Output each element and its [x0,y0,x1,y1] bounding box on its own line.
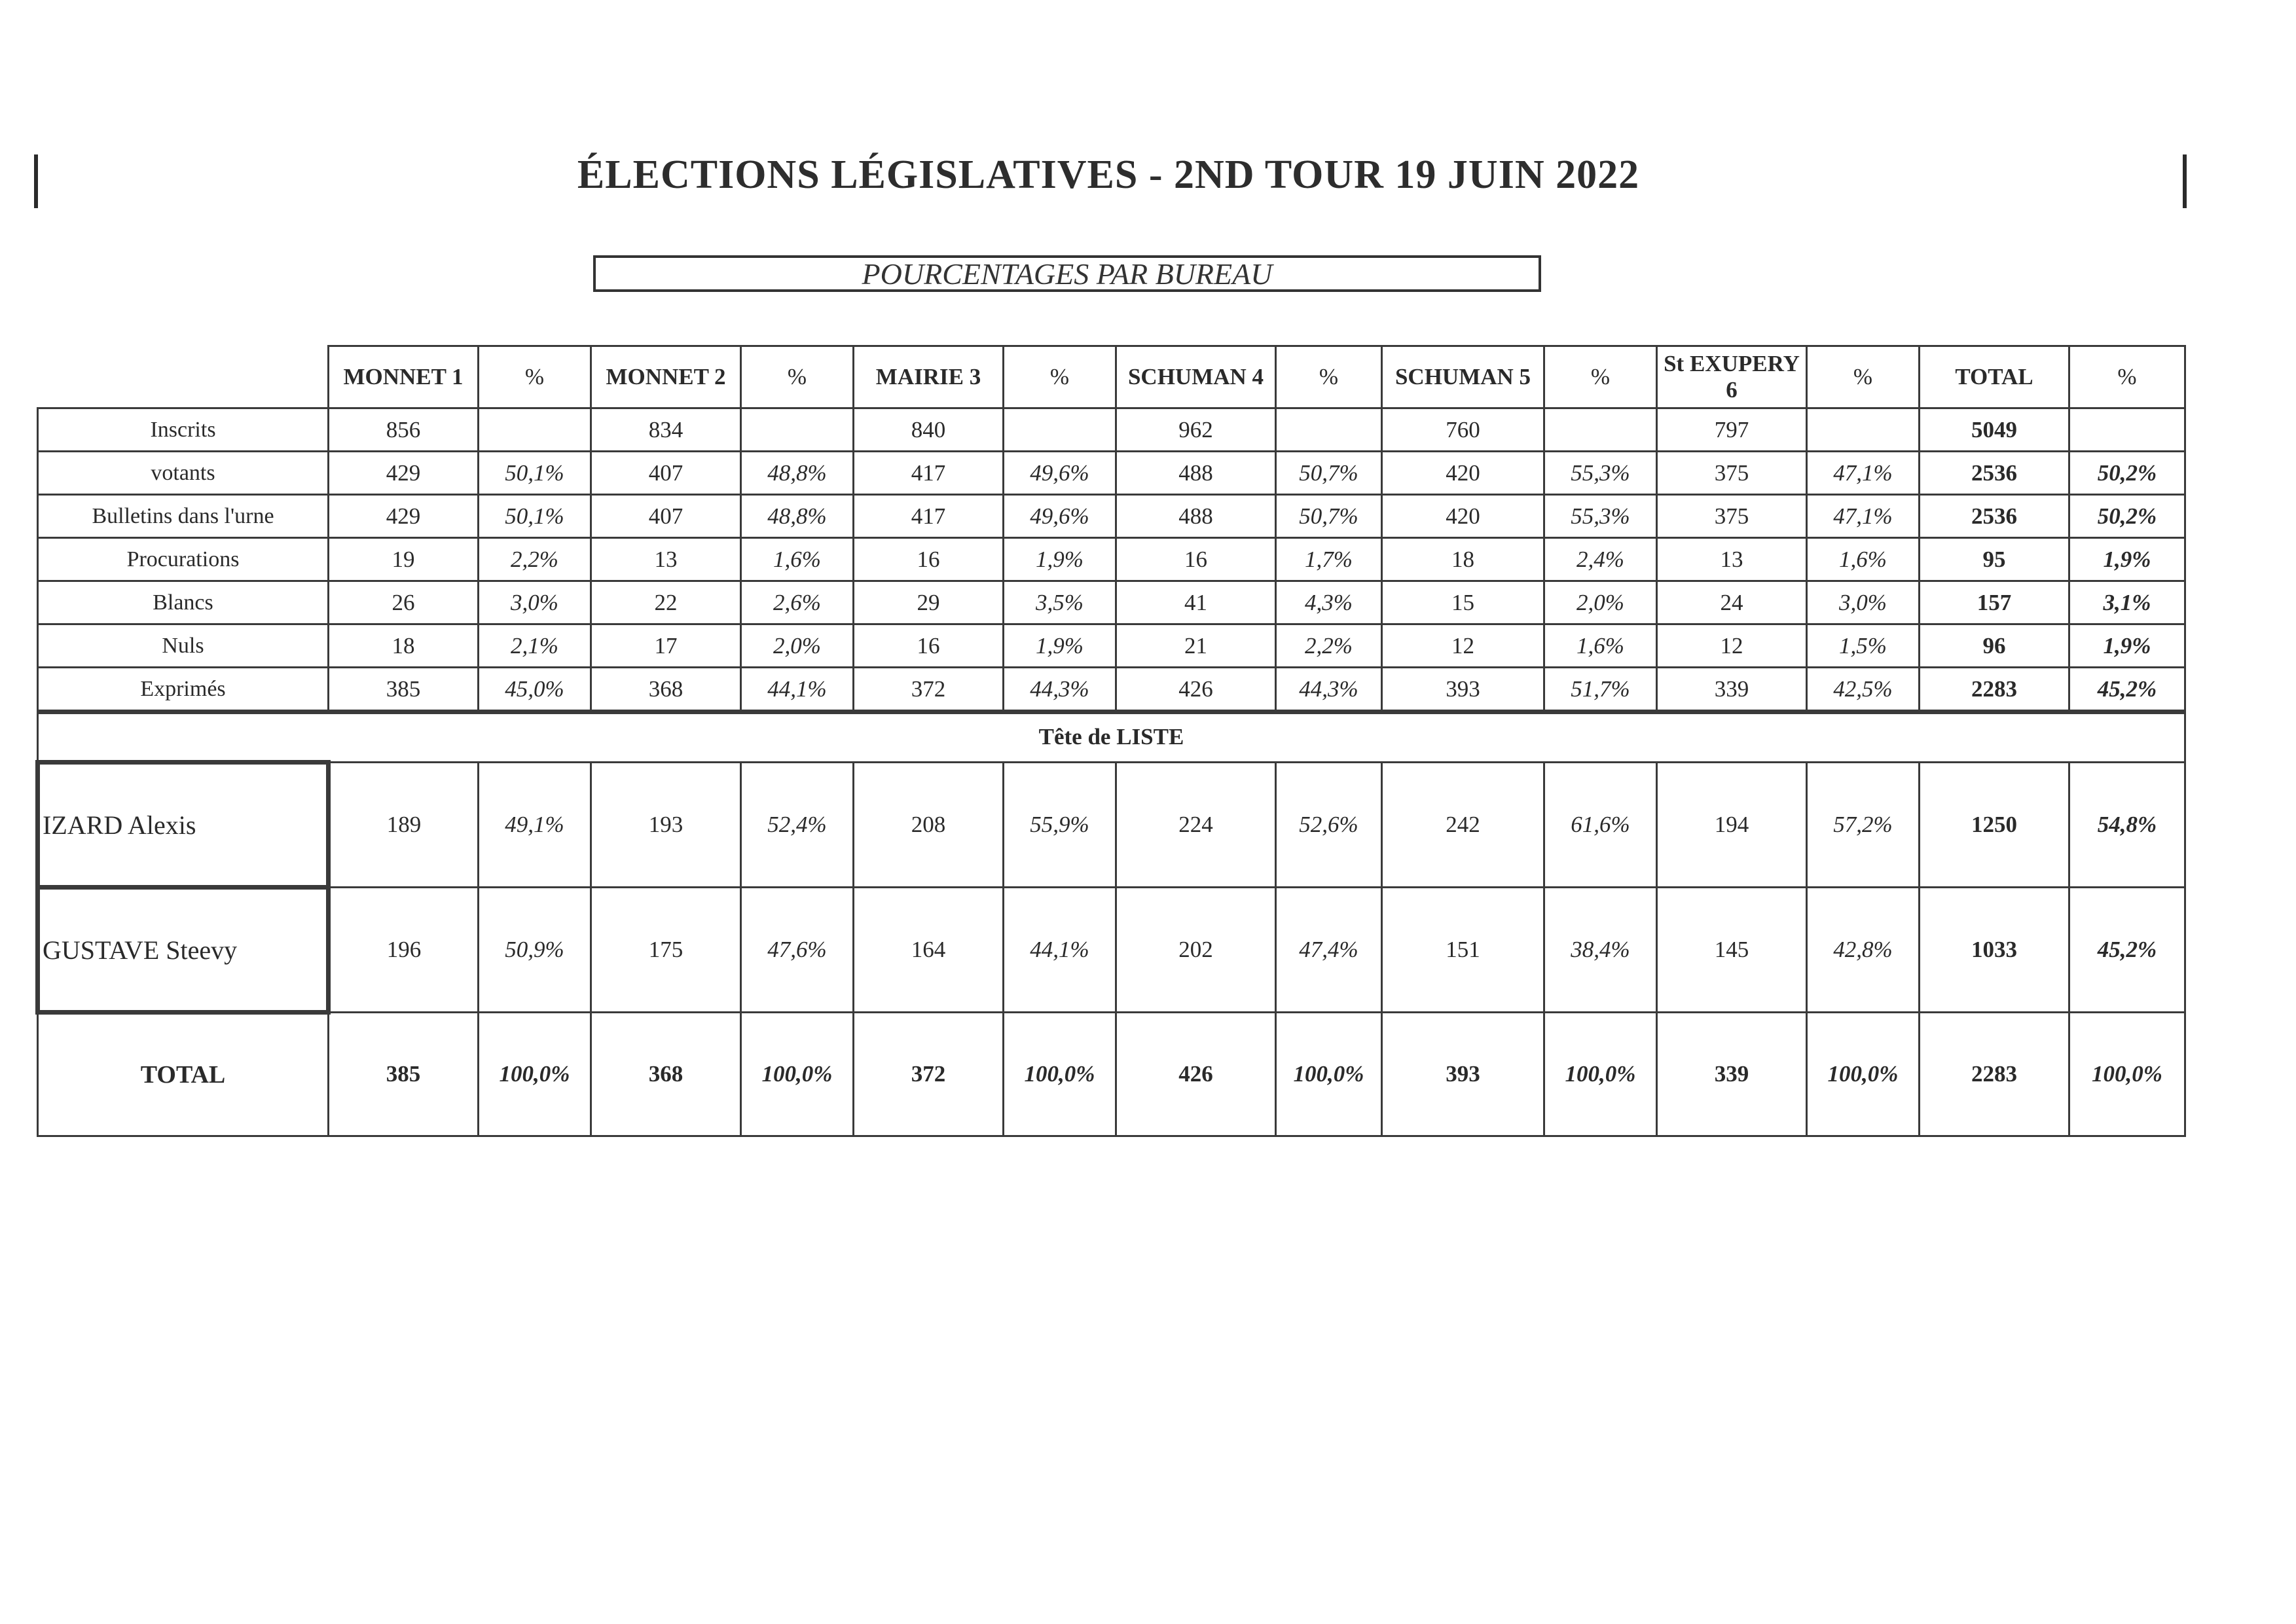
percent-cell: 3,5% [1004,581,1116,624]
value-cell: 145 [1657,888,1807,1013]
value-cell: 5049 [1920,408,2069,452]
value-cell: 429 [329,452,479,495]
value-cell: 242 [1382,763,1544,888]
percent-cell: 61,6% [1544,763,1657,888]
percent-cell: 52,6% [1276,763,1382,888]
percent-cell: 38,4% [1544,888,1657,1013]
value-cell: 2283 [1920,668,2069,712]
col-header-monnet-1: MONNET 1 [329,346,479,408]
percent-cell: 50,2% [2069,495,2185,538]
value-cell: 15 [1382,581,1544,624]
value-cell: 164 [854,888,1004,1013]
percent-cell: 100,0% [2069,1013,2185,1136]
percent-cell: 42,8% [1807,888,1920,1013]
value-cell: 2536 [1920,495,2069,538]
candidate-name: GUSTAVE Steevy [38,888,329,1013]
percent-cell: 100,0% [1276,1013,1382,1136]
value-cell: 429 [329,495,479,538]
value-cell: 96 [1920,624,2069,668]
percent-cell [479,408,591,452]
value-cell: 488 [1116,452,1276,495]
row-nuls [38,624,2185,668]
percent-cell: 45,0% [479,668,591,712]
col-header-schuman-4: SCHUMAN 4 [1116,346,1276,408]
percent-cell: 45,2% [2069,668,2185,712]
row-votants [38,452,2185,495]
value-cell: 962 [1116,408,1276,452]
value-cell: 29 [854,581,1004,624]
document-subtitle: POURCENTAGES PAR BUREAU [593,255,1541,292]
percent-cell [1004,408,1116,452]
percent-cell: 100,0% [1807,1013,1920,1136]
percent-cell: 2,2% [479,538,591,581]
results-table [35,345,2186,1137]
value-cell: 368 [591,1013,741,1136]
col-header-pct: % [1544,346,1657,408]
percent-cell: 2,1% [479,624,591,668]
percent-cell: 2,2% [1276,624,1382,668]
percent-cell [1276,408,1382,452]
value-cell: 2536 [1920,452,2069,495]
percent-cell: 48,8% [741,452,854,495]
percent-cell: 1,9% [1004,538,1116,581]
value-cell: 840 [854,408,1004,452]
percent-cell: 1,9% [2069,624,2185,668]
value-cell: 26 [329,581,479,624]
percent-cell: 44,3% [1276,668,1382,712]
value-cell: 420 [1382,452,1544,495]
percent-cell: 1,9% [1004,624,1116,668]
percent-cell: 44,1% [741,668,854,712]
value-cell: 193 [591,763,741,888]
row-label: Nuls [38,624,329,668]
col-header-pct: % [1276,346,1382,408]
value-cell: 16 [854,538,1004,581]
value-cell: 375 [1657,452,1807,495]
value-cell: 157 [1920,581,2069,624]
percent-cell: 47,1% [1807,452,1920,495]
value-cell: 189 [329,763,479,888]
value-cell: 420 [1382,495,1544,538]
percent-cell [1807,408,1920,452]
percent-cell: 50,1% [479,495,591,538]
value-cell: 13 [591,538,741,581]
col-header-total: TOTAL [1920,346,2069,408]
percent-cell: 100,0% [1004,1013,1116,1136]
value-cell: 12 [1657,624,1807,668]
col-header-pct: % [479,346,591,408]
value-cell: 22 [591,581,741,624]
percent-cell [2069,408,2185,452]
percent-cell: 100,0% [1544,1013,1657,1136]
percent-cell: 4,3% [1276,581,1382,624]
value-cell: 18 [329,624,479,668]
row-label: Exprimés [38,668,329,712]
value-cell: 393 [1382,1013,1544,1136]
candidate-name: IZARD Alexis [38,763,329,888]
value-cell: 407 [591,452,741,495]
row-label: Bulletins dans l'urne [38,495,329,538]
value-cell: 95 [1920,538,2069,581]
percent-cell: 47,4% [1276,888,1382,1013]
row-label: Inscrits [38,408,329,452]
row-total [38,1013,2185,1136]
percent-cell [741,408,854,452]
percent-cell: 50,2% [2069,452,2185,495]
percent-cell: 49,6% [1004,495,1116,538]
value-cell: 196 [329,888,479,1013]
value-cell: 151 [1382,888,1544,1013]
row-label: TOTAL [38,1013,329,1136]
percent-cell: 2,0% [1544,581,1657,624]
row-label: votants [38,452,329,495]
value-cell: 1250 [1920,763,2069,888]
value-cell: 13 [1657,538,1807,581]
row-candidate-izard [38,763,2185,888]
col-header-monnet-2: MONNET 2 [591,346,741,408]
value-cell: 194 [1657,763,1807,888]
section-label-tete-de-liste: Tête de LISTE [38,712,2185,763]
row-candidate-gustave [38,888,2185,1013]
value-cell: 385 [329,668,479,712]
value-cell: 488 [1116,495,1276,538]
value-cell: 760 [1382,408,1544,452]
percent-cell: 55,9% [1004,763,1116,888]
col-header-st-exupery-6: St EXUPERY 6 [1657,346,1807,408]
percent-cell: 44,1% [1004,888,1116,1013]
value-cell: 339 [1657,1013,1807,1136]
percent-cell: 49,6% [1004,452,1116,495]
percent-cell: 1,6% [741,538,854,581]
value-cell: 372 [854,668,1004,712]
row-bulletins [38,495,2185,538]
percent-cell: 48,8% [741,495,854,538]
percent-cell: 3,1% [2069,581,2185,624]
percent-cell: 50,7% [1276,452,1382,495]
value-cell: 339 [1657,668,1807,712]
percent-cell: 47,1% [1807,495,1920,538]
percent-cell: 47,6% [741,888,854,1013]
percent-cell: 3,0% [1807,581,1920,624]
row-label: Procurations [38,538,329,581]
row-label: Blancs [38,581,329,624]
value-cell: 224 [1116,763,1276,888]
value-cell: 21 [1116,624,1276,668]
value-cell: 16 [1116,538,1276,581]
percent-cell: 42,5% [1807,668,1920,712]
percent-cell: 100,0% [479,1013,591,1136]
value-cell: 375 [1657,495,1807,538]
value-cell: 417 [854,495,1004,538]
col-header-pct: % [2069,346,2185,408]
value-cell: 19 [329,538,479,581]
percent-cell: 2,6% [741,581,854,624]
percent-cell: 50,1% [479,452,591,495]
value-cell: 417 [854,452,1004,495]
document-title: ÉLECTIONS LÉGISLATIVES - 2ND TOUR 19 JUIN 2022 [577,153,1640,197]
value-cell: 426 [1116,1013,1276,1136]
percent-cell: 50,7% [1276,495,1382,538]
percent-cell: 44,3% [1004,668,1116,712]
percent-cell: 57,2% [1807,763,1920,888]
value-cell: 834 [591,408,741,452]
value-cell: 385 [329,1013,479,1136]
value-cell: 2283 [1920,1013,2069,1136]
value-cell: 856 [329,408,479,452]
percent-cell: 2,4% [1544,538,1657,581]
value-cell: 393 [1382,668,1544,712]
percent-cell: 1,9% [2069,538,2185,581]
col-header-pct: % [1004,346,1116,408]
row-blancs [38,581,2185,624]
row-exprimes [38,668,2185,712]
value-cell: 208 [854,763,1004,888]
percent-cell: 50,9% [479,888,591,1013]
value-cell: 175 [591,888,741,1013]
section-row [38,712,2185,763]
percent-cell: 1,7% [1276,538,1382,581]
percent-cell: 1,5% [1807,624,1920,668]
value-cell: 24 [1657,581,1807,624]
value-cell: 12 [1382,624,1544,668]
value-cell: 797 [1657,408,1807,452]
col-header-schuman-5: SCHUMAN 5 [1382,346,1544,408]
row-inscrits [38,408,2185,452]
col-header-pct: % [1807,346,1920,408]
percent-cell: 1,6% [1807,538,1920,581]
percent-cell: 55,3% [1544,495,1657,538]
value-cell: 16 [854,624,1004,668]
value-cell: 1033 [1920,888,2069,1013]
percent-cell: 54,8% [2069,763,2185,888]
value-cell: 368 [591,668,741,712]
value-cell: 407 [591,495,741,538]
percent-cell: 52,4% [741,763,854,888]
percent-cell: 1,6% [1544,624,1657,668]
percent-cell: 51,7% [1544,668,1657,712]
percent-cell: 45,2% [2069,888,2185,1013]
percent-cell: 55,3% [1544,452,1657,495]
value-cell: 41 [1116,581,1276,624]
percent-cell: 100,0% [741,1013,854,1136]
col-header-mairie-3: MAIRIE 3 [854,346,1004,408]
value-cell: 18 [1382,538,1544,581]
percent-cell [1544,408,1657,452]
col-header-pct: % [741,346,854,408]
header-row [38,346,2185,408]
row-procurations [38,538,2185,581]
value-cell: 202 [1116,888,1276,1013]
percent-cell: 49,1% [479,763,591,888]
percent-cell: 2,0% [741,624,854,668]
percent-cell: 3,0% [479,581,591,624]
header-corner [38,346,329,408]
value-cell: 17 [591,624,741,668]
value-cell: 372 [854,1013,1004,1136]
value-cell: 426 [1116,668,1276,712]
